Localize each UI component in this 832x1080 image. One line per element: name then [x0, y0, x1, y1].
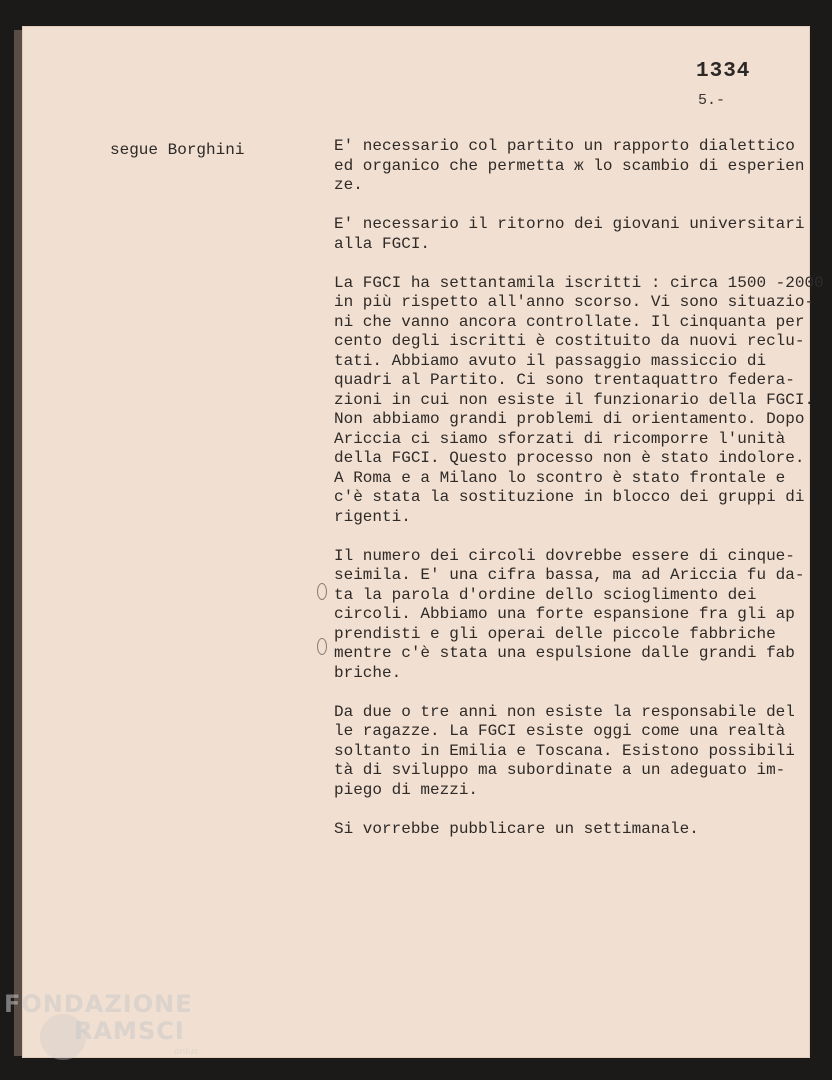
watermark-line2: RAMSCI: [74, 1017, 185, 1045]
text-line: le ragazze. La FGCI esiste oggi come una realtà: [334, 722, 786, 740]
text-line: ni che vanno ancora controllate. Il cinquanta per: [334, 312, 805, 331]
text-line: Si vorrebbe pubblicare un settimanale.: [334, 819, 699, 838]
text-line: ta la parola d'ordine dello scioglimento dei: [334, 585, 757, 604]
text-line: piego di mezzi.: [334, 780, 479, 799]
text-line: quadri al Partito. Ci sono trentaquattro federa-: [334, 371, 795, 389]
text-line: in più rispetto all'anno scorso. Vi sono situazio-: [334, 293, 815, 311]
paragraph: [334, 215, 804, 254]
text-line: prendisti e gli operai delle piccole fabbriche: [334, 624, 776, 643]
archive-watermark-logo: [4, 990, 214, 1070]
watermark-sub: onlus: [174, 1047, 199, 1057]
paragraph: [334, 703, 804, 801]
text-line: ze.: [334, 176, 363, 194]
text-line: La FGCI ha settantamila iscritti : circa 1500 -2000: [334, 273, 824, 292]
paragraph: [334, 820, 804, 840]
paragraph: [334, 137, 804, 196]
page-sub-number: 5.-: [698, 92, 726, 109]
margin-circle-mark: [317, 583, 327, 600]
page-number: 1334: [696, 60, 751, 83]
text-line: circoli. Abbiamo una forte espansione fra gli ap: [334, 605, 795, 623]
text-line: seimila. E' una cifra bassa, ma ad Ariccia fu da-: [334, 566, 805, 584]
text-line: E' necessario il ritorno dei giovani universitari: [334, 215, 805, 233]
text-line: della FGCI. Questo processo non è stato indolore.: [334, 449, 805, 467]
text-line: tati. Abbiamo avuto il passaggio massiccio di: [334, 351, 767, 370]
watermark-line1: FONDAZIONE: [4, 990, 193, 1018]
text-line: briche.: [334, 663, 402, 682]
text-line: Non abbiamo grandi problemi di orientamento. Dopo: [334, 410, 805, 428]
text-line: E' necessario col partito un rapporto dialettico: [334, 137, 795, 155]
text-line: cento degli iscritti è costituito da nuovi reclu-: [334, 332, 805, 350]
text-line: rigenti.: [334, 507, 411, 526]
paragraph: [334, 273, 824, 528]
document-body: [334, 137, 824, 859]
speaker-label: segue Borghini: [110, 141, 245, 159]
text-line: mentre c'è stata una espulsione dalle grandi fab: [334, 644, 795, 662]
text-line: A Roma e a Milano lo scontro è stato frontale e: [334, 468, 786, 487]
text-line: alla FGCI.: [334, 234, 431, 253]
text-line: Ariccia ci siamo sforzati di ricomporre l'unità: [334, 429, 786, 448]
text-line: ed organico che permetta ж lo scambio di esperien: [334, 156, 805, 175]
text-line: Da due o tre anni non esiste la responsabile del: [334, 702, 795, 721]
margin-circle-mark: [317, 638, 327, 655]
text-line: c'è stata la sostituzione in blocco dei gruppi di: [334, 488, 805, 506]
text-line: zioni in cui non esiste il funzionario della FGCI.: [334, 390, 815, 409]
text-line: soltanto in Emilia e Toscana. Esistono possibili: [334, 741, 795, 760]
text-line: Il numero dei circoli dovrebbe essere di cinque-: [334, 546, 795, 565]
paper-edge: [14, 30, 22, 1056]
text-line: tà di sviluppo ma subordinate a un adeguato im-: [334, 761, 786, 779]
paragraph: [334, 547, 804, 684]
